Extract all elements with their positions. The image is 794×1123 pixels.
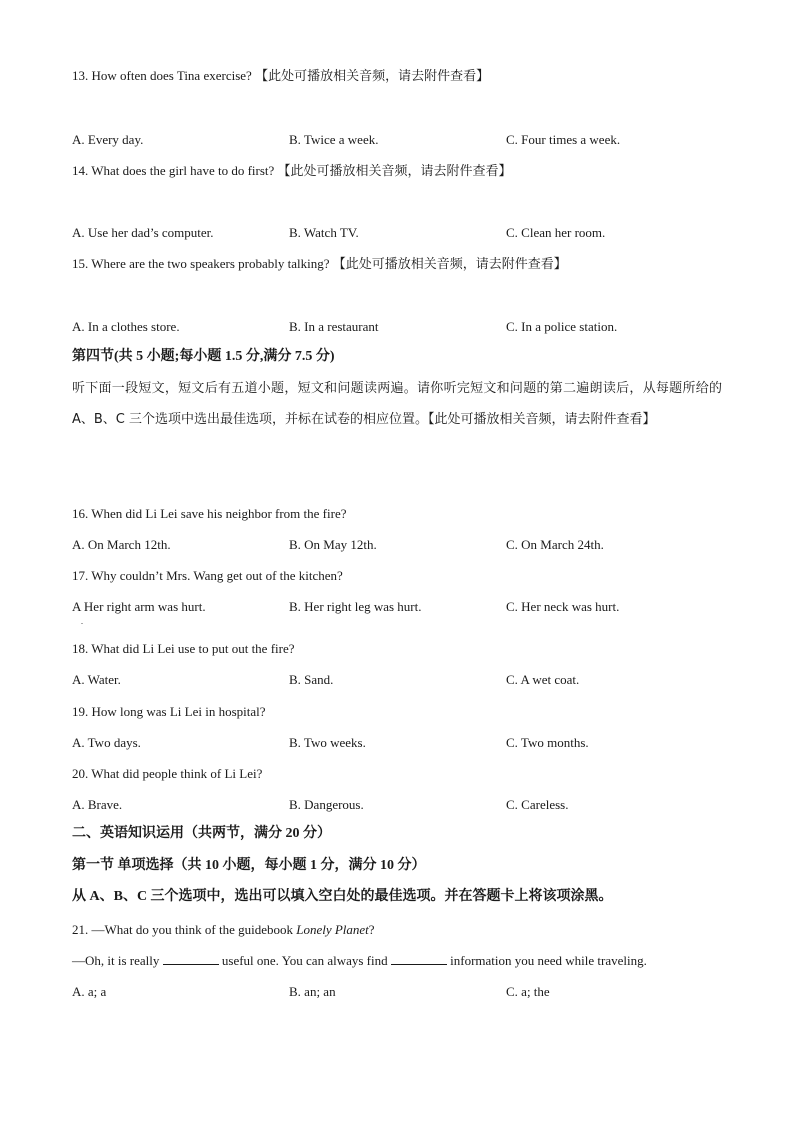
question-15-audio-note[interactable]: 【此处可播放相关音频，请去附件查看】 bbox=[332, 257, 567, 272]
question-13-option-c: C. Four times a week. bbox=[506, 132, 621, 147]
question-21-suffix: ? bbox=[368, 922, 375, 937]
question-21-part-3: information you need while traveling. bbox=[446, 953, 647, 968]
question-17-option-a: A Her right arm was hurt. bbox=[72, 599, 206, 614]
question-16-option-b: B. On May 12th. bbox=[289, 537, 377, 552]
question-21-blank-1 bbox=[163, 954, 219, 965]
question-13 bbox=[72, 69, 489, 83]
question-15-option-b: B. In a restaurant bbox=[289, 319, 379, 334]
question-20-option-a: A. Brave. bbox=[72, 797, 123, 812]
question-21-prefix: 21. —What do you think of the guidebook bbox=[72, 922, 297, 937]
question-18-option-b: B. Sand. bbox=[289, 672, 334, 687]
question-21-option-c: C. a; the bbox=[506, 984, 550, 999]
question-14-text: 14. What does the girl have to do first? bbox=[72, 163, 275, 178]
question-16: 16. When did Li Lei save his neighbor from the fire? bbox=[72, 506, 347, 521]
question-21-option-b: B. an; an bbox=[289, 984, 336, 999]
question-15-option-a: A. In a clothes store. bbox=[72, 319, 180, 334]
question-14-option-c: C. Clean her room. bbox=[506, 225, 606, 240]
question-14 bbox=[72, 164, 512, 178]
part-2-section-1-instructions: 从 A、B、C 三个选项中，选出可以填入空白处的最佳选项。并在答题卡上将该项涂黑。 bbox=[72, 889, 613, 904]
question-20: 20. What did people think of Li Lei? bbox=[72, 766, 263, 781]
question-18-option-c: C. A wet coat. bbox=[506, 672, 580, 687]
question-14-audio-note[interactable]: 【此处可播放相关音频，请去附件查看】 bbox=[277, 164, 512, 179]
question-19-option-c: C. Two months. bbox=[506, 735, 589, 750]
question-17-option-b: B. Her right leg was hurt. bbox=[289, 599, 422, 614]
question-21-dialogue bbox=[72, 954, 647, 967]
question-20-option-c: C. Careless. bbox=[506, 797, 569, 812]
question-14-option-b: B. Watch TV. bbox=[289, 225, 359, 240]
question-19-option-b: B. Two weeks. bbox=[289, 735, 366, 750]
question-13-text: 13. How often does Tina exercise? bbox=[72, 68, 252, 83]
question-21-blank-2 bbox=[391, 954, 447, 965]
question-20-option-b: B. Dangerous. bbox=[289, 797, 364, 812]
question-13-audio-note[interactable]: 【此处可播放相关音频，请去附件查看】 bbox=[255, 69, 490, 84]
question-15-option-c: C. In a police station. bbox=[506, 319, 618, 334]
section-4-heading: 第四节(共 5 小题;每小题 1.5 分,满分 7.5 分) bbox=[72, 349, 335, 364]
question-19-option-a: A. Two days. bbox=[72, 735, 141, 750]
question-21 bbox=[72, 923, 375, 936]
question-17-option-c: C. Her neck was hurt. bbox=[506, 599, 620, 614]
question-21-option-a: A. a; a bbox=[72, 984, 107, 999]
question-16-option-c: C. On March 24th. bbox=[506, 537, 604, 552]
question-17: 17. Why couldn’t Mrs. Wang get out of the kitchen? bbox=[72, 568, 343, 583]
question-18: 18. What did Li Lei use to put out the fire? bbox=[72, 641, 295, 656]
question-21-book-title: Lonely Planet bbox=[296, 922, 369, 937]
question-21-part-1: —Oh, it is really bbox=[72, 953, 163, 968]
part-2-heading: 二、英语知识运用（共两节，满分 20 分） bbox=[72, 826, 331, 841]
question-14-option-a: A. Use her dad’s computer. bbox=[72, 225, 214, 240]
question-15-text: 15. Where are the two speakers probably talking? bbox=[72, 256, 330, 271]
question-16-option-a: A. On March 12th. bbox=[72, 537, 171, 552]
section-4-instructions: 听下面一段短文，短文后有五道小题，短文和问题读两遍。请你听完短文和问题的第二遍朗读后，从每题所给的 A、B、C 三个选项中选出最佳选项，并标在试卷的相应位置。【此处可播放相关音频，请去附件查看】 bbox=[72, 381, 722, 427]
question-13-option-a: A. Every day. bbox=[72, 132, 144, 147]
question-17-option-a-dot: . bbox=[81, 617, 83, 626]
question-15 bbox=[72, 257, 567, 271]
part-2-section-1-heading: 第一节 单项选择（共 10 小题，每小题 1 分，满分 10 分） bbox=[72, 858, 426, 873]
question-18-option-a: A. Water. bbox=[72, 672, 121, 687]
question-13-option-b: B. Twice a week. bbox=[289, 132, 379, 147]
question-21-part-2: useful one. You can always find bbox=[218, 953, 391, 968]
question-19: 19. How long was Li Lei in hospital? bbox=[72, 704, 266, 719]
